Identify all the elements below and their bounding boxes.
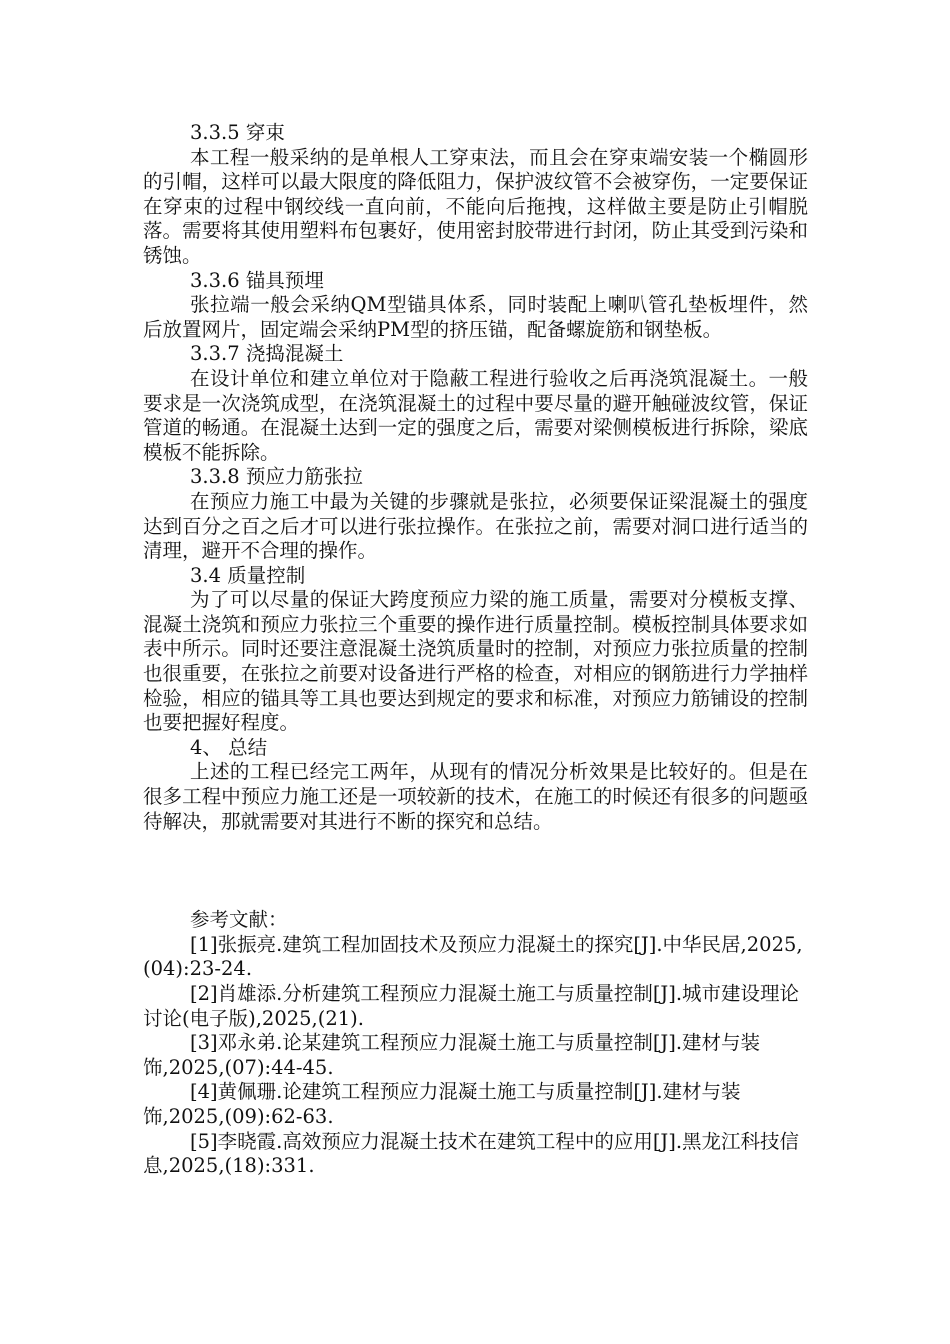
section-heading-338: 3.3.8 预应力筋张拉 — [190, 465, 363, 489]
section-body-4: 上述的工程已经完工两年，从现有的情况分析效果是比较好的。但是在很多工程中预应力施工还是一项较新的技术，在施工的时候还有很多的问题亟待解决，那就需要对其进行不断的探究和总结。 — [143, 760, 808, 833]
document-page — [143, 121, 808, 1179]
section-heading-336: 3.3.6 锚具预埋 — [190, 268, 324, 292]
section-body-335: 本工程一般采纳的是单根人工穿束法，而且会在穿束端安装一个椭圆形的引帽，这样可以最大限度的降低阻力，保护波纹管不会被穿伤，一定要保证在穿束的过程中钢绞线一直向前，不能向后拖拽，这样做主要是防止引帽脱落。需要将其使用塑料布包裹好，使用密封胶带进行封闭，防止其受到污染和锈蚀。 — [143, 145, 808, 267]
section-heading-337: 3.3.7 浇捣混凝土 — [190, 342, 344, 366]
section-body-336: 张拉端一般会采纳QM型锚具体系，同时装配上喇叭管孔垫板埋件，然后放置网片，固定端会采纳PM型的挤压锚，配备螺旋筋和钢垫板。 — [143, 293, 808, 341]
section-spacer — [143, 834, 808, 908]
section-body-34: 为了可以尽量的保证大跨度预应力梁的施工质量，需要对分模板支撑、混凝土浇筑和预应力张拉三个重要的操作进行质量控制。模板控制具体要求如表中所示。同时还要注意混凝土浇筑质量时的控制，对预应力张拉质量的控制也很重要，在张拉之前要对设备进行严格的检查，对相应的钢筋进行力学抽样检验，相应的锚具等工具也要达到规定的要求和标准，对预应力筋铺设的控制也要把握好程度。 — [143, 588, 808, 735]
section-heading-34: 3.4 质量控制 — [190, 563, 306, 587]
section-heading-335: 3.3.5 穿束 — [190, 121, 285, 144]
section-body-338: 在预应力施工中最为关键的步骤就是张拉，必须要保证梁混凝土的强度达到百分之百之后才可以进行张拉操作。在张拉之前，需要对洞口进行适当的清理，避开不合理的操作。 — [143, 489, 808, 563]
reference-item-1: [1]张振亮.建筑工程加固技术及预应力混凝土的探究[J].中华民居,2025,(04):23-24. — [143, 932, 803, 981]
references-title: 参考文献： — [190, 908, 288, 932]
reference-item-4: [4]黄佩珊.论建筑工程预应力混凝土施工与质量控制[J].建材与装饰,2025,(09):62-63. — [143, 1080, 741, 1128]
reference-item-5: [5]李晓霞.高效预应力混凝土技术在建筑工程中的应用[J].黑龙江科技信息,2025,(18):331. — [143, 1129, 800, 1178]
reference-item-3: [3]邓永弟.论某建筑工程预应力混凝土施工与质量控制[J].建材与装饰,2025,(07):44-45. — [143, 1031, 761, 1079]
section-heading-4: 4、 总结 — [190, 735, 268, 759]
section-body-337: 在设计单位和建立单位对于隐蔽工程进行验收之后再浇筑混凝土。一般要求是一次浇筑成型，在浇筑混凝土的过程中要尽量的避开触碰波纹管，保证管道的畅通。在混凝土达到一定的强度之后，需要对梁侧模板进行拆除，梁底模板不能拆除。 — [143, 366, 808, 464]
reference-item-2: [2]肖雄添.分析建筑工程预应力混凝土施工与质量控制[J].城市建设理论讨论(电子版),2025,(21). — [143, 982, 800, 1030]
